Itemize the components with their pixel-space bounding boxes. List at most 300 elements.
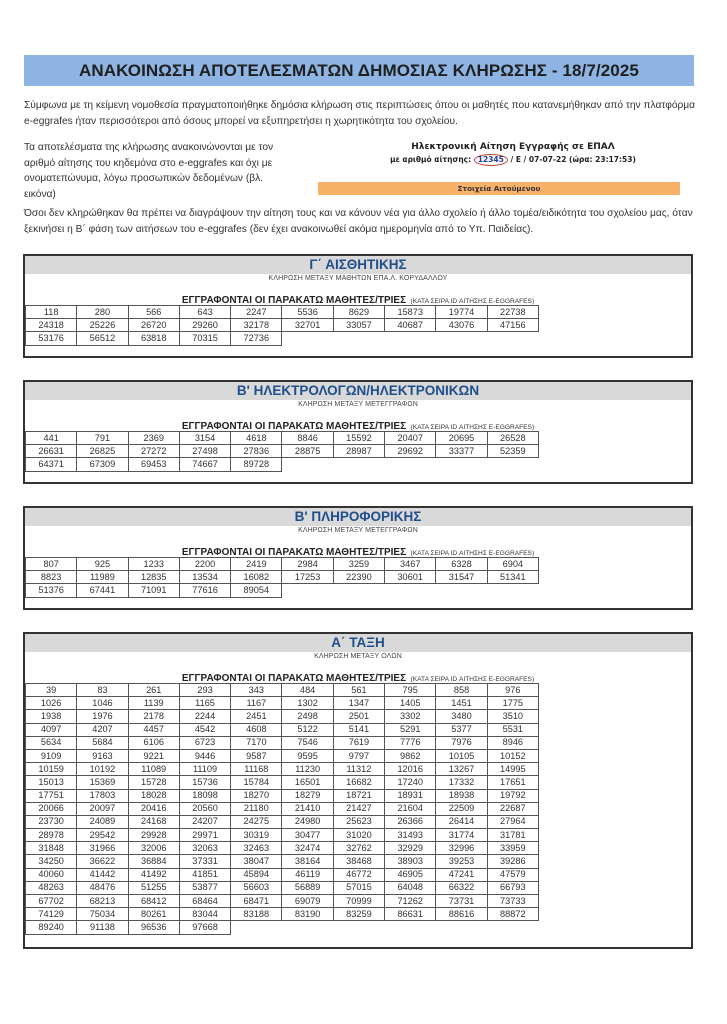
application-id-cell: 20097 [77, 802, 128, 815]
application-id-cell: 88872 [487, 908, 538, 921]
table-row [26, 789, 539, 802]
application-id-cell: 1405 [385, 697, 436, 710]
application-id-cell: 89728 [231, 458, 282, 471]
application-id-cell: 73731 [436, 895, 487, 908]
application-id-cell: 21180 [231, 802, 282, 815]
application-id-cell: 2984 [282, 558, 333, 571]
application-id-cell: 566 [128, 306, 179, 319]
application-id-cell: 7619 [333, 736, 384, 749]
application-id-cell: 26366 [385, 815, 436, 828]
application-id-cell: 16501 [282, 776, 333, 789]
application-id-cell: 68464 [179, 895, 230, 908]
empty-cell [487, 458, 538, 471]
enroll-note: (ΚΑΤΑ ΣΕΙΡΑ ID ΑΙΤΗΣΗΣ E-EGGRAFES) [410, 298, 535, 305]
enroll-heading [25, 419, 691, 431]
application-id-cell: 17240 [385, 776, 436, 789]
application-id-cell: 33057 [333, 319, 384, 332]
application-id-cell: 31848 [26, 842, 77, 855]
application-id-cell: 561 [333, 684, 384, 697]
table-row [26, 881, 539, 894]
application-id-cell: 20416 [128, 802, 179, 815]
application-id-cell: 11230 [282, 763, 333, 776]
application-id-cell: 19792 [487, 789, 538, 802]
table-row [26, 855, 539, 868]
application-id-cell: 13534 [179, 571, 230, 584]
application-id-cell: 45894 [231, 868, 282, 881]
application-id-cell: 20066 [26, 802, 77, 815]
application-id-cell: 5531 [487, 723, 538, 736]
application-id-cell: 36622 [77, 855, 128, 868]
sample-prefix: με αριθμό αίτησης: [390, 155, 472, 164]
application-id-cell: 18028 [128, 789, 179, 802]
enroll-note: (ΚΑΤΑ ΣΕΙΡΑ ID ΑΙΤΗΣΗΣ E-EGGRAFES) [410, 550, 535, 557]
table-row [26, 829, 539, 842]
application-id-cell: 11109 [179, 763, 230, 776]
application-id-cell: 17253 [282, 571, 333, 584]
application-id-cell: 22509 [436, 802, 487, 815]
table-row [26, 432, 539, 445]
application-id-cell: 5377 [436, 723, 487, 736]
application-id-cell: 32996 [436, 842, 487, 855]
application-id-cell: 21604 [385, 802, 436, 815]
empty-cell [385, 584, 436, 597]
section-subtitle: ΚΛΗΡΩΣΗ ΜΕΤΑΞΥ ΜΑΘΗΤΩΝ ΕΠΑ.Λ. ΚΟΡΥΔΑΛΛΟΥ [268, 275, 448, 282]
application-id-cell: 67441 [77, 584, 128, 597]
table-row [26, 558, 539, 571]
application-id-cell: 52359 [487, 445, 538, 458]
sample-applicant-bar: Στοιχεία Αιτούμενου [318, 182, 680, 195]
application-id-cell: 8629 [333, 306, 384, 319]
table-row [26, 776, 539, 789]
table-row [26, 332, 539, 345]
sample-line [318, 154, 708, 166]
application-id-cell: 77616 [179, 584, 230, 597]
application-id-cell: 38468 [333, 855, 384, 868]
application-id-cell: 2369 [128, 432, 179, 445]
application-id-cell: 51255 [128, 881, 179, 894]
application-id-cell: 10152 [487, 749, 538, 762]
empty-cell [436, 921, 487, 934]
application-id-cell: 31020 [333, 829, 384, 842]
empty-cell [385, 332, 436, 345]
application-id-cell: 15736 [179, 776, 230, 789]
table-row [26, 802, 539, 815]
table-row [26, 815, 539, 828]
application-id-cell: 9446 [179, 749, 230, 762]
application-id-cell: 39 [26, 684, 77, 697]
application-id-cell: 18279 [282, 789, 333, 802]
application-id-cell: 33959 [487, 842, 538, 855]
application-id-cell: 17751 [26, 789, 77, 802]
application-id-cell: 48476 [77, 881, 128, 894]
empty-cell [436, 584, 487, 597]
application-id-cell: 17651 [487, 776, 538, 789]
application-id-cell: 1046 [77, 697, 128, 710]
application-id-cell: 83190 [282, 908, 333, 921]
id-table [25, 683, 539, 935]
enroll-label: ΕΓΓΡΑΦΟΝΤΑΙ ΟΙ ΠΑΡΑΚΑΤΩ ΜΑΘΗΤΕΣ/ΤΡΙΕΣ [181, 673, 407, 684]
application-id-cell: 8823 [26, 571, 77, 584]
application-id-cell: 63818 [128, 332, 179, 345]
application-id-cell: 25623 [333, 815, 384, 828]
application-id-cell: 2244 [179, 710, 230, 723]
application-id-cell: 34250 [26, 855, 77, 868]
enroll-label: ΕΓΓΡΑΦΟΝΤΑΙ ΟΙ ΠΑΡΑΚΑΤΩ ΜΑΘΗΤΕΣ/ΤΡΙΕΣ [181, 295, 407, 306]
privacy-note: Τα αποτελέσματα της κλήρωσης ανακοινώνονται με τον αριθμό αίτησης του κηδεμόνα στο e-eggrafes και όχι με ονοματεπώνυμα, λόγω προσωπικών δεδομένων (βλ. εικόνα) [24, 142, 274, 200]
enroll-label: ΕΓΓΡΑΦΟΝΤΑΙ ΟΙ ΠΑΡΑΚΑΤΩ ΜΑΘΗΤΕΣ/ΤΡΙΕΣ [181, 421, 407, 432]
empty-cell [282, 332, 333, 345]
application-id-cell: 12835 [128, 571, 179, 584]
enroll-label: ΕΓΓΡΑΦΟΝΤΑΙ ΟΙ ΠΑΡΑΚΑΤΩ ΜΑΘΗΤΕΣ/ΤΡΙΕΣ [181, 547, 407, 558]
application-id-cell: 20560 [179, 802, 230, 815]
application-id-cell: 976 [487, 684, 538, 697]
application-id-cell: 17332 [436, 776, 487, 789]
application-id-cell: 21427 [333, 802, 384, 815]
application-id-cell: 30477 [282, 829, 333, 842]
application-id-cell: 3259 [333, 558, 384, 571]
application-id-cell: 36884 [128, 855, 179, 868]
application-id-cell: 32701 [282, 319, 333, 332]
application-id-cell: 26414 [436, 815, 487, 828]
empty-cell [282, 458, 333, 471]
application-id-cell: 70315 [179, 332, 230, 345]
application-id-cell: 83259 [333, 908, 384, 921]
empty-cell [333, 458, 384, 471]
table-row [26, 710, 539, 723]
application-id-cell: 925 [77, 558, 128, 571]
application-id-cell: 91138 [77, 921, 128, 934]
application-id-cell: 48263 [26, 881, 77, 894]
sample-suffix: / Ε / 07-07-22 (ώρα: 23:17:53) [510, 155, 636, 164]
application-id-cell: 64371 [26, 458, 77, 471]
application-id-cell: 64048 [385, 881, 436, 894]
table-row [26, 571, 539, 584]
application-id-cell: 1026 [26, 697, 77, 710]
application-id-cell: 27272 [128, 445, 179, 458]
application-id-cell: 118 [26, 306, 77, 319]
application-id-cell: 15592 [333, 432, 384, 445]
application-id-cell: 66793 [487, 881, 538, 894]
application-sample [318, 141, 708, 166]
application-id-cell: 41442 [77, 868, 128, 881]
application-id-cell: 27836 [231, 445, 282, 458]
application-id-cell: 53877 [179, 881, 230, 894]
application-id-cell: 53176 [26, 332, 77, 345]
application-id-cell: 86631 [385, 908, 436, 921]
application-id-cell: 5291 [385, 723, 436, 736]
section-title: Α΄ ΤΑΞΗ [25, 634, 691, 652]
section-footer-space [25, 346, 691, 356]
application-id-cell: 29692 [385, 445, 436, 458]
application-id-cell: 9221 [128, 749, 179, 762]
application-id-cell: 1976 [77, 710, 128, 723]
application-id-cell: 51376 [26, 584, 77, 597]
application-id-cell: 6328 [436, 558, 487, 571]
application-id-cell: 2200 [179, 558, 230, 571]
enroll-heading [25, 545, 691, 557]
table-row [26, 749, 539, 762]
application-id-cell: 28987 [333, 445, 384, 458]
application-id-cell: 2419 [231, 558, 282, 571]
application-id-cell: 26631 [26, 445, 77, 458]
application-id-cell: 8946 [487, 736, 538, 749]
application-id-cell: 11312 [333, 763, 384, 776]
application-id-cell: 11989 [77, 571, 128, 584]
application-id-cell: 11168 [231, 763, 282, 776]
application-id-cell: 27498 [179, 445, 230, 458]
application-id-cell: 24318 [26, 319, 77, 332]
application-id-cell: 8846 [282, 432, 333, 445]
application-id-cell: 33377 [436, 445, 487, 458]
application-id-cell: 3302 [385, 710, 436, 723]
application-id-cell: 13267 [436, 763, 487, 776]
application-id-cell: 15873 [385, 306, 436, 319]
application-id-cell: 9862 [385, 749, 436, 762]
application-id-cell: 643 [179, 306, 230, 319]
application-id-cell: 66322 [436, 881, 487, 894]
application-id-cell: 3467 [385, 558, 436, 571]
table-row [26, 736, 539, 749]
application-id-cell: 31774 [436, 829, 487, 842]
application-id-cell: 29542 [77, 829, 128, 842]
empty-cell [385, 458, 436, 471]
application-id-cell: 1139 [128, 697, 179, 710]
application-id-cell: 32762 [333, 842, 384, 855]
application-id-cell: 96536 [128, 921, 179, 934]
section-title: Γ΄ ΑΙΣΘΗΤΙΚΗΣ [25, 256, 691, 274]
application-id-cell: 18938 [436, 789, 487, 802]
application-id-cell: 280 [77, 306, 128, 319]
table-row [26, 908, 539, 921]
application-id-cell: 88616 [436, 908, 487, 921]
application-id-cell: 1302 [282, 697, 333, 710]
application-id-cell: 22738 [487, 306, 538, 319]
application-id-cell: 31966 [77, 842, 128, 855]
application-id-cell: 1938 [26, 710, 77, 723]
application-id-cell: 73733 [487, 895, 538, 908]
application-id-cell: 30601 [385, 571, 436, 584]
application-id-cell: 11089 [128, 763, 179, 776]
application-id-cell: 24089 [77, 815, 128, 828]
table-row [26, 763, 539, 776]
application-id-cell: 69079 [282, 895, 333, 908]
enroll-heading [25, 293, 691, 305]
enroll-note: (ΚΑΤΑ ΣΕΙΡΑ ID ΑΙΤΗΣΗΣ E-EGGRAFES) [410, 676, 535, 683]
application-id-cell: 26825 [77, 445, 128, 458]
application-id-cell: 9595 [282, 749, 333, 762]
application-id-cell: 68412 [128, 895, 179, 908]
application-id-cell: 9587 [231, 749, 282, 762]
application-id-cell: 24168 [128, 815, 179, 828]
application-id-cell: 38164 [282, 855, 333, 868]
application-id-cell: 47156 [487, 319, 538, 332]
application-id-cell: 7776 [385, 736, 436, 749]
empty-cell [333, 332, 384, 345]
application-id-cell: 21410 [282, 802, 333, 815]
application-id-cell: 19774 [436, 306, 487, 319]
application-id-cell: 80261 [128, 908, 179, 921]
table-row [26, 584, 539, 597]
application-id-cell: 31547 [436, 571, 487, 584]
application-id-cell: 24275 [231, 815, 282, 828]
application-id-cell: 38903 [385, 855, 436, 868]
application-id-cell: 1233 [128, 558, 179, 571]
page-title: ΑΝΑΚΟΙΝΩΣΗ ΑΠΟΤΕΛΕΣΜΑΤΩΝ ΔΗΜΟΣΙΑΣ ΚΛΗΡΩΣΗΣ - 18/7/2025 [24, 55, 694, 86]
application-id-cell: 14995 [487, 763, 538, 776]
application-id-cell: 32006 [128, 842, 179, 855]
application-id-cell: 484 [282, 684, 333, 697]
application-id-cell: 10105 [436, 749, 487, 762]
empty-cell [385, 921, 436, 934]
application-id-cell: 343 [231, 684, 282, 697]
table-row [26, 868, 539, 881]
application-id-cell: 71091 [128, 584, 179, 597]
empty-cell [333, 921, 384, 934]
application-id-cell: 24207 [179, 815, 230, 828]
application-id-cell: 32178 [231, 319, 282, 332]
application-id-cell: 15784 [231, 776, 282, 789]
section-subtitle: ΚΛΗΡΩΣΗ ΜΕΤΑΞΥ ΜΕΤΕΓΓΡΑΦΩΝ [298, 527, 418, 534]
application-id-cell: 9163 [77, 749, 128, 762]
application-id-cell: 69453 [128, 458, 179, 471]
application-id-cell: 83 [77, 684, 128, 697]
application-id-cell: 40687 [385, 319, 436, 332]
application-id-cell: 46905 [385, 868, 436, 881]
application-id-cell: 22687 [487, 802, 538, 815]
application-id-cell: 47241 [436, 868, 487, 881]
application-id-cell: 57015 [333, 881, 384, 894]
application-id-cell: 29928 [128, 829, 179, 842]
empty-cell [282, 921, 333, 934]
application-id-cell: 293 [179, 684, 230, 697]
application-id-cell: 5536 [282, 306, 333, 319]
sample-title: Ηλεκτρονική Αίτηση Εγγραφής σε ΕΠΑΛ [411, 142, 615, 152]
application-id-cell: 74129 [26, 908, 77, 921]
application-id-cell: 31493 [385, 829, 436, 842]
application-id-cell: 67309 [77, 458, 128, 471]
application-id-cell: 16682 [333, 776, 384, 789]
application-id-cell: 68213 [77, 895, 128, 908]
empty-cell [487, 584, 538, 597]
application-id-cell: 6106 [128, 736, 179, 749]
section-subtitle: ΚΛΗΡΩΣΗ ΜΕΤΑΞΥ ΜΕΤΕΓΓΡΑΦΩΝ [298, 401, 418, 408]
application-id-cell: 28875 [282, 445, 333, 458]
application-id-cell: 261 [128, 684, 179, 697]
application-id-cell: 70999 [333, 895, 384, 908]
application-id-cell: 83188 [231, 908, 282, 921]
application-id-cell: 4618 [231, 432, 282, 445]
application-id-cell: 68471 [231, 895, 282, 908]
application-id-cell: 74667 [179, 458, 230, 471]
application-id-cell: 20407 [385, 432, 436, 445]
application-id-cell: 31781 [487, 829, 538, 842]
application-id-cell: 1775 [487, 697, 538, 710]
application-id-cell: 25226 [77, 319, 128, 332]
application-id-cell: 5141 [333, 723, 384, 736]
table-row [26, 921, 539, 934]
application-id-cell: 7170 [231, 736, 282, 749]
application-id-cell: 1165 [179, 697, 230, 710]
empty-cell [436, 458, 487, 471]
application-id-cell: 6904 [487, 558, 538, 571]
section-footer-space [25, 472, 691, 482]
section-title: Β' ΗΛΕΚΤΡΟΛΟΓΩΝ/ΗΛΕΚΤΡΟΝΙΚΩΝ [25, 382, 691, 400]
application-id-cell: 40060 [26, 868, 77, 881]
application-id-cell: 89240 [26, 921, 77, 934]
section-informatics [23, 506, 693, 610]
section-aesthetics [23, 254, 693, 358]
application-id-cell: 1451 [436, 697, 487, 710]
application-id-cell: 89054 [231, 584, 282, 597]
enroll-heading [25, 671, 691, 683]
application-id-cell: 7546 [282, 736, 333, 749]
application-id-cell: 32463 [231, 842, 282, 855]
application-id-cell: 30319 [231, 829, 282, 842]
application-id-cell: 72736 [231, 332, 282, 345]
application-id-cell: 41492 [128, 868, 179, 881]
application-id-cell: 71262 [385, 895, 436, 908]
application-id-cell: 56512 [77, 332, 128, 345]
application-id-cell: 26720 [128, 319, 179, 332]
application-id-cell: 56889 [282, 881, 333, 894]
application-id-cell: 2451 [231, 710, 282, 723]
table-row [26, 445, 539, 458]
section-footer-space [25, 598, 691, 608]
application-id-cell: 4608 [231, 723, 282, 736]
application-id-cell: 10192 [77, 763, 128, 776]
id-table [25, 305, 539, 346]
application-id-cell: 32929 [385, 842, 436, 855]
section-title: Β' ΠΛΗΡΟΦΟΡΙΚΗΣ [25, 508, 691, 526]
application-id-cell: 23730 [26, 815, 77, 828]
application-id-cell: 5634 [26, 736, 77, 749]
application-id-cell: 4542 [179, 723, 230, 736]
sample-application-number: 12345 [474, 154, 508, 166]
application-id-cell: 15369 [77, 776, 128, 789]
application-id-cell: 27964 [487, 815, 538, 828]
application-id-cell: 32063 [179, 842, 230, 855]
empty-cell [333, 584, 384, 597]
id-table [25, 557, 539, 598]
application-id-cell: 15728 [128, 776, 179, 789]
application-id-cell: 18931 [385, 789, 436, 802]
empty-cell [436, 332, 487, 345]
application-id-cell: 18098 [179, 789, 230, 802]
application-id-cell: 791 [77, 432, 128, 445]
table-row [26, 895, 539, 908]
application-id-cell: 24980 [282, 815, 333, 828]
application-id-cell: 2498 [282, 710, 333, 723]
application-id-cell: 12016 [385, 763, 436, 776]
application-id-cell: 67702 [26, 895, 77, 908]
empty-cell [282, 584, 333, 597]
application-id-cell: 46772 [333, 868, 384, 881]
table-row [26, 306, 539, 319]
application-id-cell: 46119 [282, 868, 333, 881]
application-id-cell: 5684 [77, 736, 128, 749]
application-id-cell: 75034 [77, 908, 128, 921]
table-row [26, 684, 539, 697]
section-footer-space [25, 935, 691, 947]
application-id-cell: 28978 [26, 829, 77, 842]
table-row [26, 697, 539, 710]
application-id-cell: 51341 [487, 571, 538, 584]
application-id-cell: 32474 [282, 842, 333, 855]
application-id-cell: 4207 [77, 723, 128, 736]
id-table [25, 431, 539, 472]
application-id-cell: 26528 [487, 432, 538, 445]
application-id-cell: 2247 [231, 306, 282, 319]
